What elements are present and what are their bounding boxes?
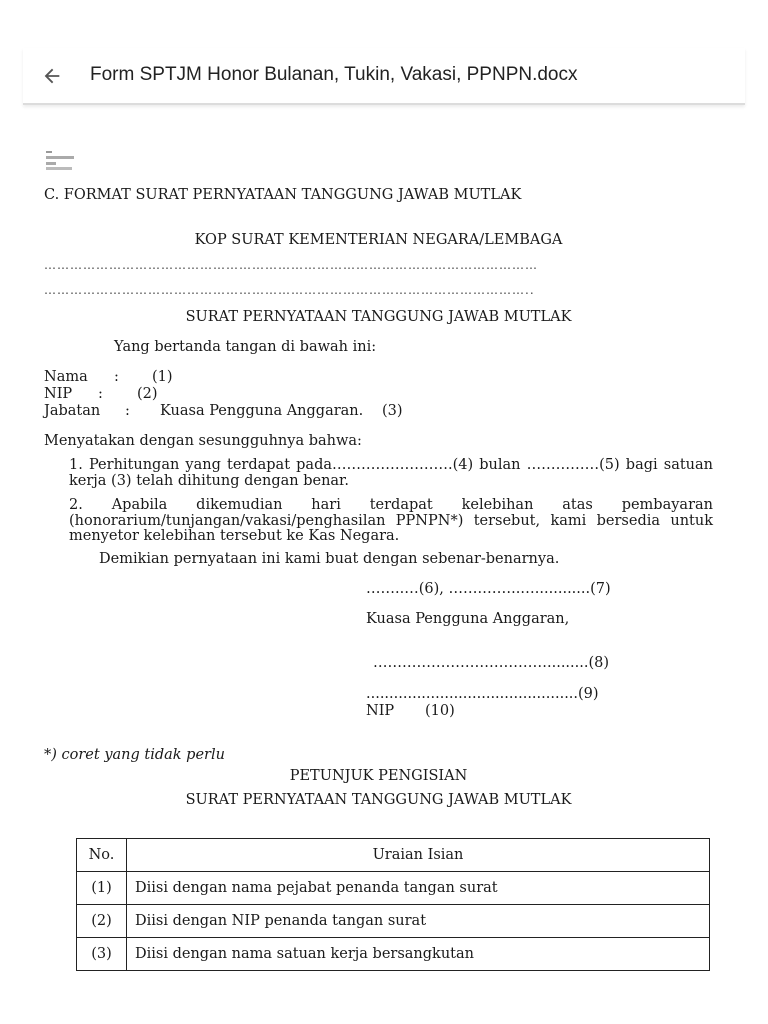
dots-line-2: ………………………………………………………………………………………………….. [44,283,535,297]
app-bar [23,48,745,105]
row-number: (1) [77,872,127,905]
signer-title: Kuasa Pengguna Anggaran, [366,611,570,627]
document-title: Form SPTJM Honor Bulanan, Tukin, Vakasi, PPNPN.docx [90,64,578,85]
field-nip-label: NIP [44,386,73,402]
field-jabatan-ref: (3) [382,403,403,419]
signature-line: ……………………………….........(8) [373,655,610,671]
field-nama-value: (1) [152,369,173,385]
name-line: ..............................................(9) [366,686,599,702]
row-description: Diisi dengan nama pejabat penanda tangan surat [127,872,710,905]
field-nip-value: (2) [137,386,158,402]
back-button[interactable] [38,62,66,90]
point-1-line-1: 1. Perhitungan yang terdapat pada…………………….(4) bulan ……………(5) bagi satuan [69,457,713,473]
column-header-uraian: Uraian Isian [127,839,710,872]
dots-line-1: …………………………………………………………………………………………………… [44,258,538,272]
row-description: Diisi dengan nama satuan kerja bersangkutan [127,938,710,971]
row-description: Diisi dengan NIP penanda tangan surat [127,905,710,938]
point-1-line-2: kerja (3) telah dihitung dengan benar. [69,473,349,489]
field-nama-label: Nama [44,369,88,385]
section-title: C. FORMAT SURAT PERNYATAAN TANGGUNG JAWAB MUTLAK [44,187,522,203]
field-jabatan-colon: : [125,403,130,419]
field-nip-colon: : [98,386,103,402]
arrow-back-icon [41,65,63,87]
letter-title: SURAT PERNYATAAN TANGGUNG JAWAB MUTLAK [185,309,572,325]
field-nama-colon: : [114,369,119,385]
point-2-line-2: (honorarium/tunjangan/vakasi/penghasilan PPNPN*) tersebut, kami bersedia untuk [69,513,713,529]
column-header-no: No. [77,839,127,872]
statement-text: Menyatakan dengan sesungguhnya bahwa: [44,433,362,449]
instructions-title: PETUNJUK PENGISIAN [289,768,468,784]
nip-label: NIP [366,703,395,719]
footnote: *) coret yang tidak perlu [44,747,225,763]
field-jabatan-label: Jabatan [44,403,101,419]
intro-text: Yang bertanda tangan di bawah ini: [114,339,377,355]
table-header-row [77,839,710,872]
place-date-line: ……..…(6), …….……..…............(7) [366,581,611,597]
field-jabatan-value: Kuasa Pengguna Anggaran. [160,403,364,419]
instructions-table [76,838,710,971]
row-number: (2) [77,905,127,938]
table-row [77,905,710,938]
table-row [77,938,710,971]
kop-title: KOP SURAT KEMENTERIAN NEGARA/LEMBAGA [194,232,563,248]
logo-fragment-icon [44,150,78,172]
row-number: (3) [77,938,127,971]
nip-ref: (10) [425,703,455,719]
instructions-subtitle: SURAT PERNYATAAN TANGGUNG JAWAB MUTLAK [185,792,572,808]
table-row [77,872,710,905]
point-2-line-1: 2. Apabila dikemudian hari terdapat kelebihan atas pembayaran [69,497,713,513]
point-2-line-3: menyetor kelebihan tersebut ke Kas Negara. [69,528,400,544]
closing-text: Demikian pernyataan ini kami buat dengan sebenar-benarnya. [99,551,560,567]
